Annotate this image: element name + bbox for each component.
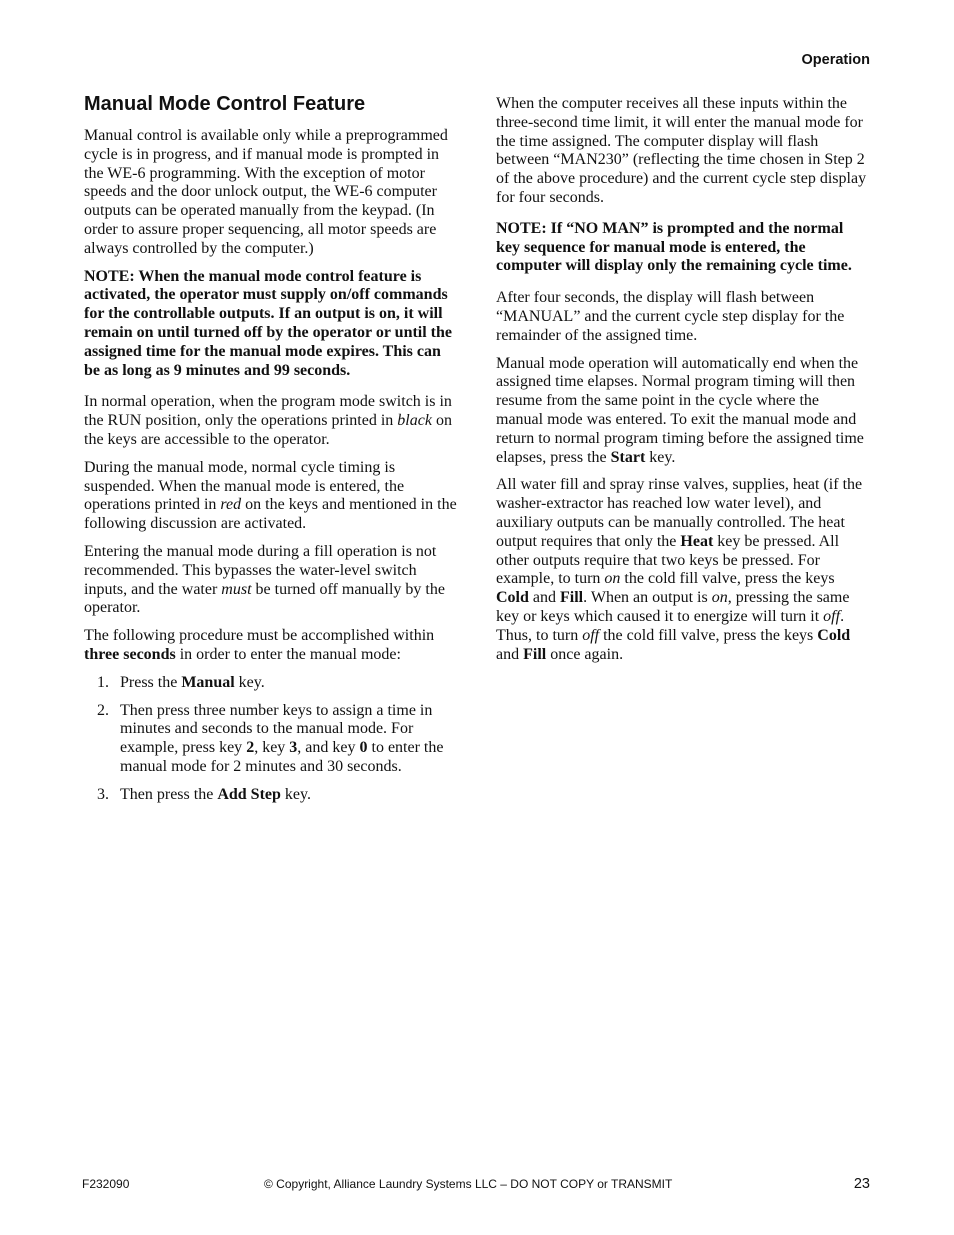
manual-end-paragraph: Manual mode operation will automatically end when the assigned time elapses. Normal program timing will then resume from the same point in the cycle where the manual mode was entered. To exit the manual mode and return to normal program timing before the assigned time elapses, press the Start key. bbox=[496, 354, 864, 466]
footer-doc-id: F232090 bbox=[82, 1177, 130, 1191]
step-1: 1. Press the Manual key. bbox=[97, 673, 265, 691]
manual-mode-paragraph: During the manual mode, normal cycle timing is suspended. When the manual mode is entered, the operations printed in red on the keys and mentioned in the following discussion are activated. bbox=[84, 458, 457, 533]
step-3: 3. Then press the Add Step key. bbox=[97, 785, 311, 803]
display-flash-paragraph: After four seconds, the display will flash between “MANUAL” and the current cycle step display for the remainder of the assigned time. bbox=[496, 289, 845, 344]
note-manual-mode: NOTE: When the manual mode control feature is activated, the operator must supply on/off commands for the controllable outputs. If an output is on, it will remain on until turned off by the operator or until the assigned time for the manual mode expires. This can be as long as 9 minutes and 99 seconds. bbox=[84, 267, 453, 379]
manual-entry-paragraph: When the computer receives all these inputs within the three-second time limit, it will enter the manual mode for the time assigned. The computer display will flash between “MAN230” (reflecting the time chosen in Step 2 of the above procedure) and the current cycle step display for four seconds. bbox=[496, 95, 867, 206]
procedure-intro-paragraph: The following procedure must be accomplished within three seconds in order to enter the manual mode: bbox=[84, 627, 435, 663]
right-column bbox=[496, 95, 870, 673]
page-number: 23 bbox=[853, 1176, 870, 1192]
fill-warning-paragraph: Entering the manual mode during a fill operation is not recommended. This bypasses the water-level switch inputs, and the water must be turned off manually by the operator. bbox=[84, 542, 445, 617]
note-no-man: NOTE: If “NO MAN” is prompted and the normal key sequence for manual mode is entered, the computer will display only the remaining cycle time. bbox=[496, 219, 852, 275]
footer-copyright: © Copyright, Alliance Laundry Systems LLC – DO NOT COPY or TRANSMIT bbox=[264, 1177, 673, 1191]
normal-operation-paragraph: In normal operation, when the program mode switch is in the RUN position, only the operations printed in black on the keys are accessible to the operator. bbox=[84, 393, 452, 448]
section-title: Manual Mode Control Feature bbox=[84, 93, 366, 115]
step-2: 2. Then press three number keys to assign a time in minutes and seconds to the manual mode. For example, press key 2, key 3, and key 0 to enter the manual mode for 2 minutes and 30 seconds. bbox=[97, 701, 444, 775]
procedure-steps bbox=[84, 674, 458, 805]
intro-paragraph: Manual control is available only while a preprogrammed cycle is in progress, and if manual mode is prompted in the WE-6 programming. With the exception of motor speeds and the door unlock output, the WE-6 computer outputs can be operated manually from the keypad. (In order to assure proper sequencing, all motor speeds are always controlled by the computer.) bbox=[84, 127, 448, 257]
left-column bbox=[84, 92, 458, 814]
outputs-paragraph: All water fill and spray rinse valves, supplies, heat (if the washer-extractor has reached low water level), and auxiliary outputs can be manually controlled. The heat output requires that only the Heat key be pressed. All other outputs require that two keys be pressed. For example, to turn on the cold fill valve, press the keys Cold and Fill. When an output is on, pressing the same key or keys which caused it to energize will turn it off. Thus, to turn off the cold fill valve, press the keys Cold and Fill once again. bbox=[496, 476, 863, 663]
section-header: Operation bbox=[801, 52, 870, 68]
